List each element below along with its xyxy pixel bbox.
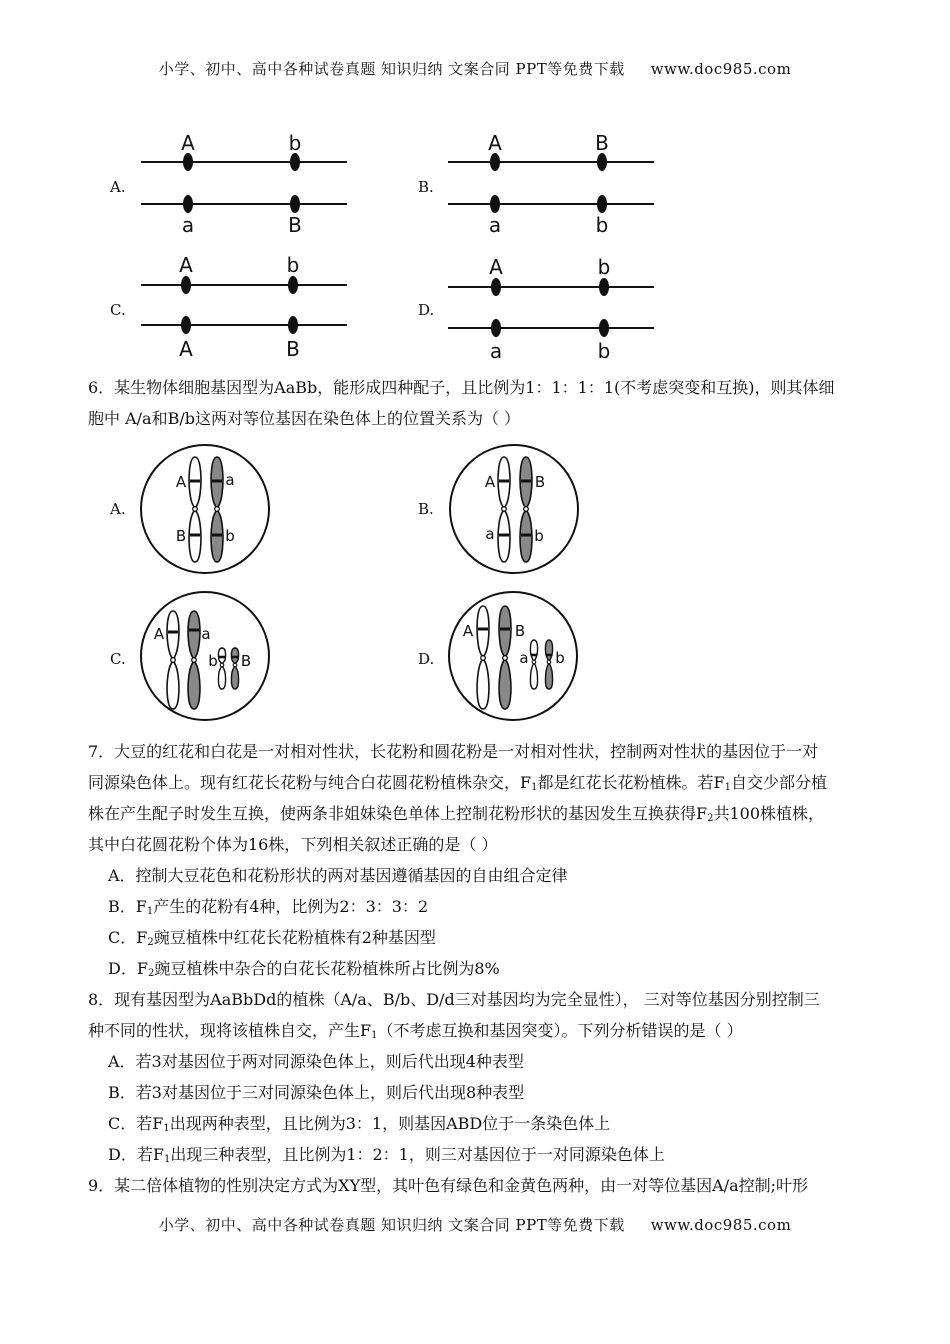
- q8-option-b: B．若3对基因位于三对同源染色体上，则后代出现8种表型: [108, 1083, 525, 1102]
- q5d-bottom-left: a: [489, 339, 503, 362]
- q5-option-a-letter: A.: [110, 178, 126, 196]
- q6c-label-4: B: [240, 652, 252, 670]
- footer-text: 小学、初中、高中各种试卷真题 知识归纳 文案合同 PPT等免费下载: [158, 1216, 625, 1234]
- q5-option-d-figure: [442, 250, 662, 362]
- q6b-label-3: a: [485, 525, 495, 543]
- q7-line-1: 7．大豆的红花和白花是一对相对性状，长花粉和圆花粉是一对相对性状，控制两对性状的基因位于一对: [88, 742, 819, 761]
- q6-line-2: 胞中 A/a和B/b这两对等位基因在染色体上的位置关系为（ ）: [88, 409, 521, 428]
- q6b-label-4: b: [534, 527, 544, 545]
- q5c-bottom-left: A: [179, 337, 193, 361]
- q5a-top-left: A: [181, 131, 195, 155]
- page-header: [0, 58, 950, 79]
- q6d-label-2: B: [514, 622, 526, 640]
- q5-option-a-figure: [135, 128, 355, 238]
- q9-line-1: 9．某二倍体植物的性别决定方式为XY型，其叶色有绿色和金黄色两种，由一对等位基因A/a控制;叶形: [88, 1176, 809, 1195]
- q5-option-c-letter: C.: [110, 301, 126, 319]
- q6-option-a-letter: A.: [110, 500, 126, 518]
- q6-option-b-figure: [447, 442, 581, 576]
- q6d-label-1: A: [462, 622, 474, 640]
- q6c-label-3: b: [208, 652, 218, 670]
- header-text: 小学、初中、高中各种试卷真题 知识归纳 文案合同 PPT等免费下载: [158, 60, 625, 78]
- q6d-label-3: a: [519, 649, 529, 667]
- q6-option-c-figure: [138, 589, 272, 723]
- q7-line-4: 其中白花圆花粉个体为16株，下列相关叙述正确的是（ ）: [88, 835, 498, 854]
- q5c-top-left: A: [179, 253, 193, 277]
- header-url: www.doc985.com: [650, 60, 792, 78]
- q6-option-d-letter: D.: [418, 650, 435, 668]
- q6d-label-4: b: [555, 649, 565, 667]
- q8-option-a: A．若3对基因位于两对同源染色体上，则后代出现4种表型: [108, 1052, 524, 1071]
- q7-option-d: D．$F_2$豌豆植株中杂合的白花长花粉植株所占比例为8%: [108, 959, 500, 979]
- q8-option-d: D．若$F_1$出现三种表型，且比例为1：2：1，则三对基因位于一对同源染色体上: [108, 1145, 665, 1165]
- q7-line-3: 株在产生配子时发生互换，使两条非姐妹染色单体上控制花粉形状的基因发生互换获得$F_2$共100株植株，: [88, 804, 825, 824]
- q5-option-c-figure: [135, 250, 355, 362]
- q5b-bottom-right: b: [595, 213, 609, 237]
- q6-option-d-figure: [446, 589, 580, 723]
- q5c-bottom-right: B: [286, 337, 300, 361]
- q6-line-1: 6．某生物体细胞基因型为AaBb，能形成四种配子，且比例为1：1：1：1(不考虑突变和互换)，则其体细: [88, 378, 835, 397]
- q5a-bottom-right: B: [288, 213, 302, 237]
- q8-line-2: 种不同的性状，现将该植株自交，产生$F_1$（不考虑互换和基因突变）。下列分析错误的是（ ）: [88, 1021, 743, 1041]
- q5-option-b-letter: B.: [418, 178, 434, 196]
- q5b-top-right: B: [595, 131, 609, 155]
- q6-option-a-figure: [138, 442, 272, 576]
- q7-option-b: B．$F_1$产生的花粉有4种，比例为2：3：3：2: [108, 897, 429, 917]
- q6b-label-2: B: [534, 473, 546, 491]
- q6a-label-3: B: [175, 527, 187, 545]
- q5c-top-right: b: [286, 253, 300, 277]
- q7-option-c: C．$F_2$豌豆植株中红花长花粉植株有2种基因型: [108, 928, 436, 948]
- q6a-label-1: A: [175, 473, 187, 491]
- footer-url: www.doc985.com: [650, 1216, 792, 1234]
- q6-option-b-letter: B.: [418, 500, 434, 518]
- q5d-top-left: A: [489, 255, 503, 279]
- q6-option-c-letter: C.: [110, 650, 126, 668]
- q6a-label-2: a: [225, 471, 235, 489]
- q6a-label-4: b: [225, 527, 235, 545]
- q7-line-2: 同源染色体上。现有红花长花粉与纯合白花圆花粉植株杂交，$F_1$都是红花长花粉植株。若$F_1$自交少部分植: [88, 773, 827, 793]
- q5a-bottom-left: a: [181, 213, 195, 237]
- q5b-bottom-left: a: [488, 213, 502, 237]
- q8-option-c: C．若$F_1$出现两种表型，且比例为3：1，则基因ABD位于一条染色体上: [108, 1114, 611, 1134]
- q5b-top-left: A: [488, 131, 502, 155]
- q7-option-a: A．控制大豆花色和花粉形状的两对基因遵循基因的自由组合定律: [108, 866, 568, 885]
- q6b-label-1: A: [484, 473, 496, 491]
- q5d-bottom-right: b: [597, 339, 611, 362]
- q5a-top-right: b: [288, 131, 302, 155]
- q8-line-1: 8．现有基因型为AaBbDd的植株（A/a、B/b、D/d三对基因均为完全显性）， 三对等位基因分别控制三: [88, 990, 820, 1009]
- q5d-top-right: b: [597, 255, 611, 279]
- page-footer: [0, 1214, 950, 1235]
- q6c-label-1: A: [153, 625, 165, 643]
- q5-option-d-letter: D.: [418, 301, 435, 319]
- q6c-label-2: a: [201, 625, 211, 643]
- q5-option-b-figure: [442, 128, 662, 238]
